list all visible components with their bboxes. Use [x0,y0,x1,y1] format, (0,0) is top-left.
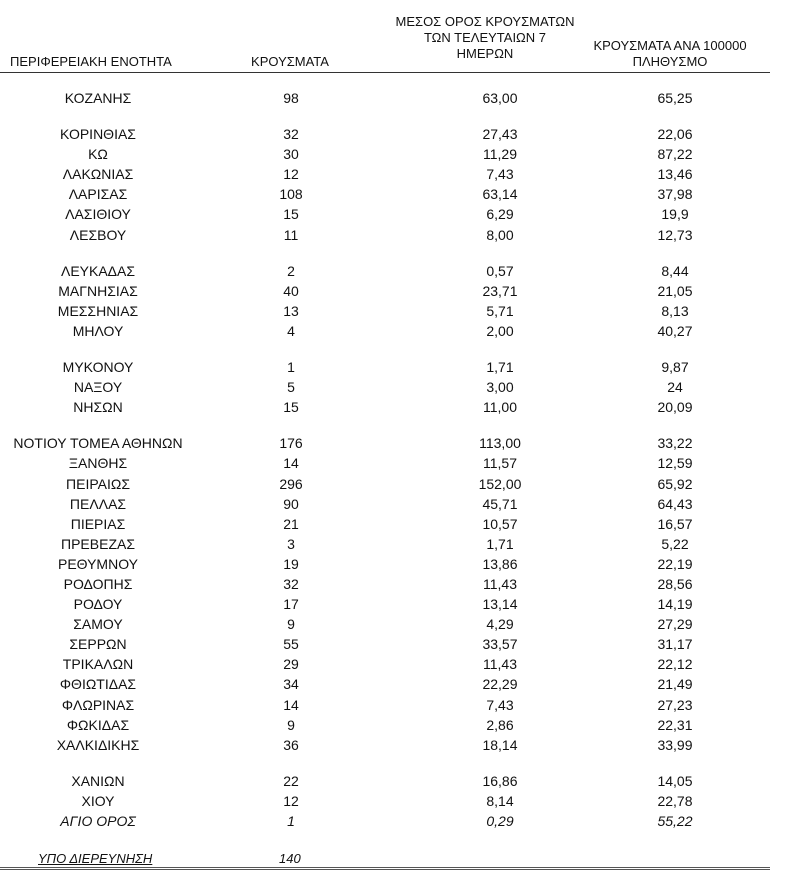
table-row [0,433,770,453]
cell-per100k: 37,98 [657,186,693,203]
cell-cases: 9 [287,616,295,633]
cell-region: ΦΘΙΩΤΙΔΑΣ [59,676,137,693]
table-row [0,281,770,301]
cell-cases: 9 [287,716,295,733]
table-row [0,534,770,554]
table-row [0,301,770,321]
cell-region: ΣΑΜΟΥ [73,616,123,633]
cell-per100k: 24 [667,379,683,396]
cell-cases: 21 [283,515,299,532]
cell-cases: 19 [283,555,299,572]
cell-avg7: 33,57 [482,636,518,653]
cell-avg7: 63,00 [482,90,518,106]
cell-region: ΦΩΚΙΔΑΣ [66,716,130,733]
cell-per100k: 8,44 [661,262,689,279]
cell-region: ΠΙΕΡΙΑΣ [70,515,126,532]
cell-cases: 34 [283,676,299,693]
cell-per100k: 21,49 [657,676,693,693]
cell-avg7: 11,00 [483,399,517,416]
cell-cases: 1 [287,359,295,376]
cell-avg7: 11,43 [483,575,517,592]
cell-per100k: 12,73 [657,226,693,243]
cell-cases: 14 [283,696,299,713]
table-row [0,261,770,281]
cell-cases: 17 [283,596,299,613]
cell-cases: 15 [283,206,299,223]
cell-per100k: 27,23 [657,696,693,713]
cell-per100k: 87,22 [657,146,693,163]
cell-per100k: 14,19 [657,596,693,613]
cell-cases: 15 [283,399,299,416]
cell-cases: 32 [283,126,299,143]
cell-cases: 22 [283,772,299,789]
cell-avg7: 113,00 [479,435,521,452]
table-row [0,321,770,341]
cell-per100k: 9,87 [661,359,689,376]
cell-per100k: 22,78 [657,792,693,809]
cell-region: ΠΕΙΡΑΙΩΣ [66,475,130,492]
cell-avg7: 1,71 [486,359,514,376]
footer-value: 140 [279,851,301,866]
cell-region: ΦΛΩΡΙΝΑΣ [61,696,135,713]
header-region: ΠΕΡΙΦΕΡΕΙΑΚΗ ΕΝΟΤΗΤΑ [10,54,172,69]
cell-cases: 29 [283,656,299,673]
cell-region: ΠΕΛΛΑΣ [69,495,127,512]
table-row [0,771,770,791]
table-header [0,0,770,73]
cell-cases: 3 [287,535,295,552]
cell-cases: 13 [283,302,299,319]
row-group [0,433,770,755]
row-group [0,88,770,108]
table-footer [0,849,770,870]
cell-per100k: 22,12 [657,656,693,673]
table-row [0,554,770,574]
cell-avg7: 13,86 [482,555,518,572]
cell-cases: 1 [287,813,295,829]
cell-cases: 12 [283,792,299,809]
cell-avg7: 13,14 [482,596,518,613]
cell-avg7: 11,29 [483,146,517,163]
cell-region: ΛΑΣΙΘΙΟΥ [65,206,131,223]
cell-avg7: 7,43 [486,696,514,713]
cell-avg7: 0,29 [486,813,514,829]
cell-cases: 4 [287,322,295,339]
table-row [0,674,770,694]
table-row [0,144,770,164]
cell-avg7: 2,86 [486,716,514,733]
cell-per100k: 12,59 [657,455,693,472]
cell-region: ΝΗΣΩΝ [73,399,123,416]
cell-region: ΤΡΙΚΑΛΩΝ [62,656,134,673]
cell-avg7: 1,71 [486,535,514,552]
cell-per100k: 65,25 [657,90,693,106]
cell-avg7: 10,57 [482,515,518,532]
cell-region: ΑΓΙΟ ΟΡΟΣ [60,813,136,829]
table-row [0,715,770,735]
cell-avg7: 22,29 [482,676,518,693]
cell-per100k: 8,13 [661,302,689,319]
cell-avg7: 27,43 [482,126,518,143]
table-row [0,453,770,473]
row-group [0,771,770,831]
cell-cases: 176 [279,435,303,452]
row-group [0,357,770,417]
header-avg7: ΜΕΣΟΣ ΟΡΟΣ ΚΡΟΥΣΜΑΤΩΝ ΤΩΝ ΤΕΛΕΥΤΑΙΩΝ 7 ΗΜΕΡΩΝ [395,14,575,61]
row-group [0,261,770,341]
cell-region: ΠΡΕΒΕΖΑΣ [60,535,135,552]
cell-region: ΚΟΡΙΝΘΙΑΣ [60,126,136,143]
cell-per100k: 22,31 [657,716,693,733]
table-row [0,164,770,184]
cell-cases: 108 [279,186,303,203]
cell-cases: 12 [283,166,299,183]
cell-per100k: 14,05 [657,772,693,789]
cell-per100k: 65,92 [657,475,693,492]
cell-region: ΛΕΥΚΑΔΑΣ [60,262,136,279]
cell-avg7: 16,86 [482,772,518,789]
cell-avg7: 11,43 [483,656,517,673]
cell-per100k: 64,43 [657,495,693,512]
table-row [0,204,770,224]
cell-region: ΡΟΔΟΥ [73,596,123,613]
cell-region: ΜΑΓΝΗΣΙΑΣ [58,282,138,299]
cell-cases: 55 [283,636,299,653]
cell-avg7: 63,14 [482,186,518,203]
cell-per100k: 40,27 [657,322,693,339]
cell-per100k: 33,99 [657,736,693,753]
table-row [0,225,770,245]
cell-avg7: 7,43 [486,166,514,183]
cell-region: ΜΥΚΟΝΟΥ [62,359,134,376]
cell-cases: 40 [283,282,299,299]
table-row [0,791,770,811]
cell-region: ΡΟΔΟΠΗΣ [63,575,133,592]
cell-region: ΚΟΖΑΝΗΣ [64,90,132,106]
cell-region: ΚΩ [88,146,108,163]
cell-avg7: 45,71 [482,495,518,512]
cell-region: ΞΑΝΘΗΣ [68,455,128,472]
cell-avg7: 0,57 [486,262,514,279]
cell-cases: 32 [283,575,299,592]
table-row [0,474,770,494]
cell-per100k: 55,22 [657,813,693,829]
table-row [0,634,770,654]
cell-region: ΜΗΛΟΥ [72,322,124,339]
table-row [0,184,770,204]
cell-per100k: 31,17 [657,636,693,653]
cell-avg7: 18,14 [482,736,518,753]
table-row [0,811,770,831]
cell-per100k: 21,05 [657,282,693,299]
cell-per100k: 28,56 [657,575,693,592]
cell-avg7: 23,71 [482,282,518,299]
cell-region: ΜΕΣΣΗΝΙΑΣ [57,302,139,319]
cell-avg7: 8,00 [486,226,514,243]
table-row [0,124,770,144]
cell-per100k: 33,22 [657,435,693,452]
cell-region: ΛΑΚΩΝΙΑΣ [62,166,134,183]
cell-per100k: 19,9 [661,206,689,223]
cell-cases: 14 [283,455,299,472]
cell-per100k: 20,09 [657,399,693,416]
table-row [0,397,770,417]
table-row [0,654,770,674]
cell-per100k: 16,57 [657,515,693,532]
cell-cases: 36 [283,736,299,753]
table-row [0,357,770,377]
cell-cases: 5 [287,379,295,396]
cell-avg7: 5,71 [486,302,514,319]
table-row [0,574,770,594]
cell-cases: 2 [287,262,295,279]
cell-cases: 90 [283,495,299,512]
table-body [0,88,770,847]
cell-region: ΧΑΛΚΙΔΙΚΗΣ [56,736,140,753]
cell-avg7: 2,00 [486,322,514,339]
cell-region: ΧΑΝΙΩΝ [71,772,125,789]
cell-per100k: 13,46 [657,166,693,183]
cell-per100k: 22,19 [657,555,693,572]
cell-cases: 296 [279,475,303,492]
cell-avg7: 6,29 [486,206,514,223]
table-row [0,88,770,108]
cell-region: ΛΑΡΙΣΑΣ [68,186,128,203]
cell-region: ΧΙΟΥ [81,792,115,809]
row-group [0,124,770,245]
cell-cases: 11 [283,226,299,243]
header-per100k: ΚΡΟΥΣΜΑΤΑ ΑΝΑ 100000 ΠΛΗΘΥΣΜΟ [593,38,747,69]
table-row [0,614,770,634]
cell-per100k: 22,06 [657,126,693,143]
cell-avg7: 4,29 [486,616,514,633]
cell-region: ΝΟΤΙΟΥ ΤΟΜΕΑ ΑΘΗΝΩΝ [13,435,183,452]
cell-avg7: 3,00 [486,379,514,396]
cell-region: ΣΕΡΡΩΝ [69,636,127,653]
cell-cases: 30 [283,146,299,163]
cell-per100k: 27,29 [657,616,693,633]
header-cases: ΚΡΟΥΣΜΑΤΑ [251,54,329,69]
cell-avg7: 152,00 [478,475,522,492]
table-row [0,594,770,614]
cell-cases: 98 [283,90,299,106]
cell-region: ΛΕΣΒΟΥ [69,226,127,243]
table-row [0,735,770,755]
footer-label: ΥΠΟ ΔΙΕΡΕΥΝΗΣΗ [38,851,153,866]
table-row [0,695,770,715]
table-row [0,494,770,514]
cell-region: ΡΕΘΥΜΝΟΥ [57,555,138,572]
cell-avg7: 11,57 [483,455,517,472]
table-row [0,514,770,534]
cell-region: ΝΑΞΟΥ [73,379,123,396]
table-row [0,377,770,397]
cell-per100k: 5,22 [661,535,689,552]
cell-avg7: 8,14 [486,792,514,809]
